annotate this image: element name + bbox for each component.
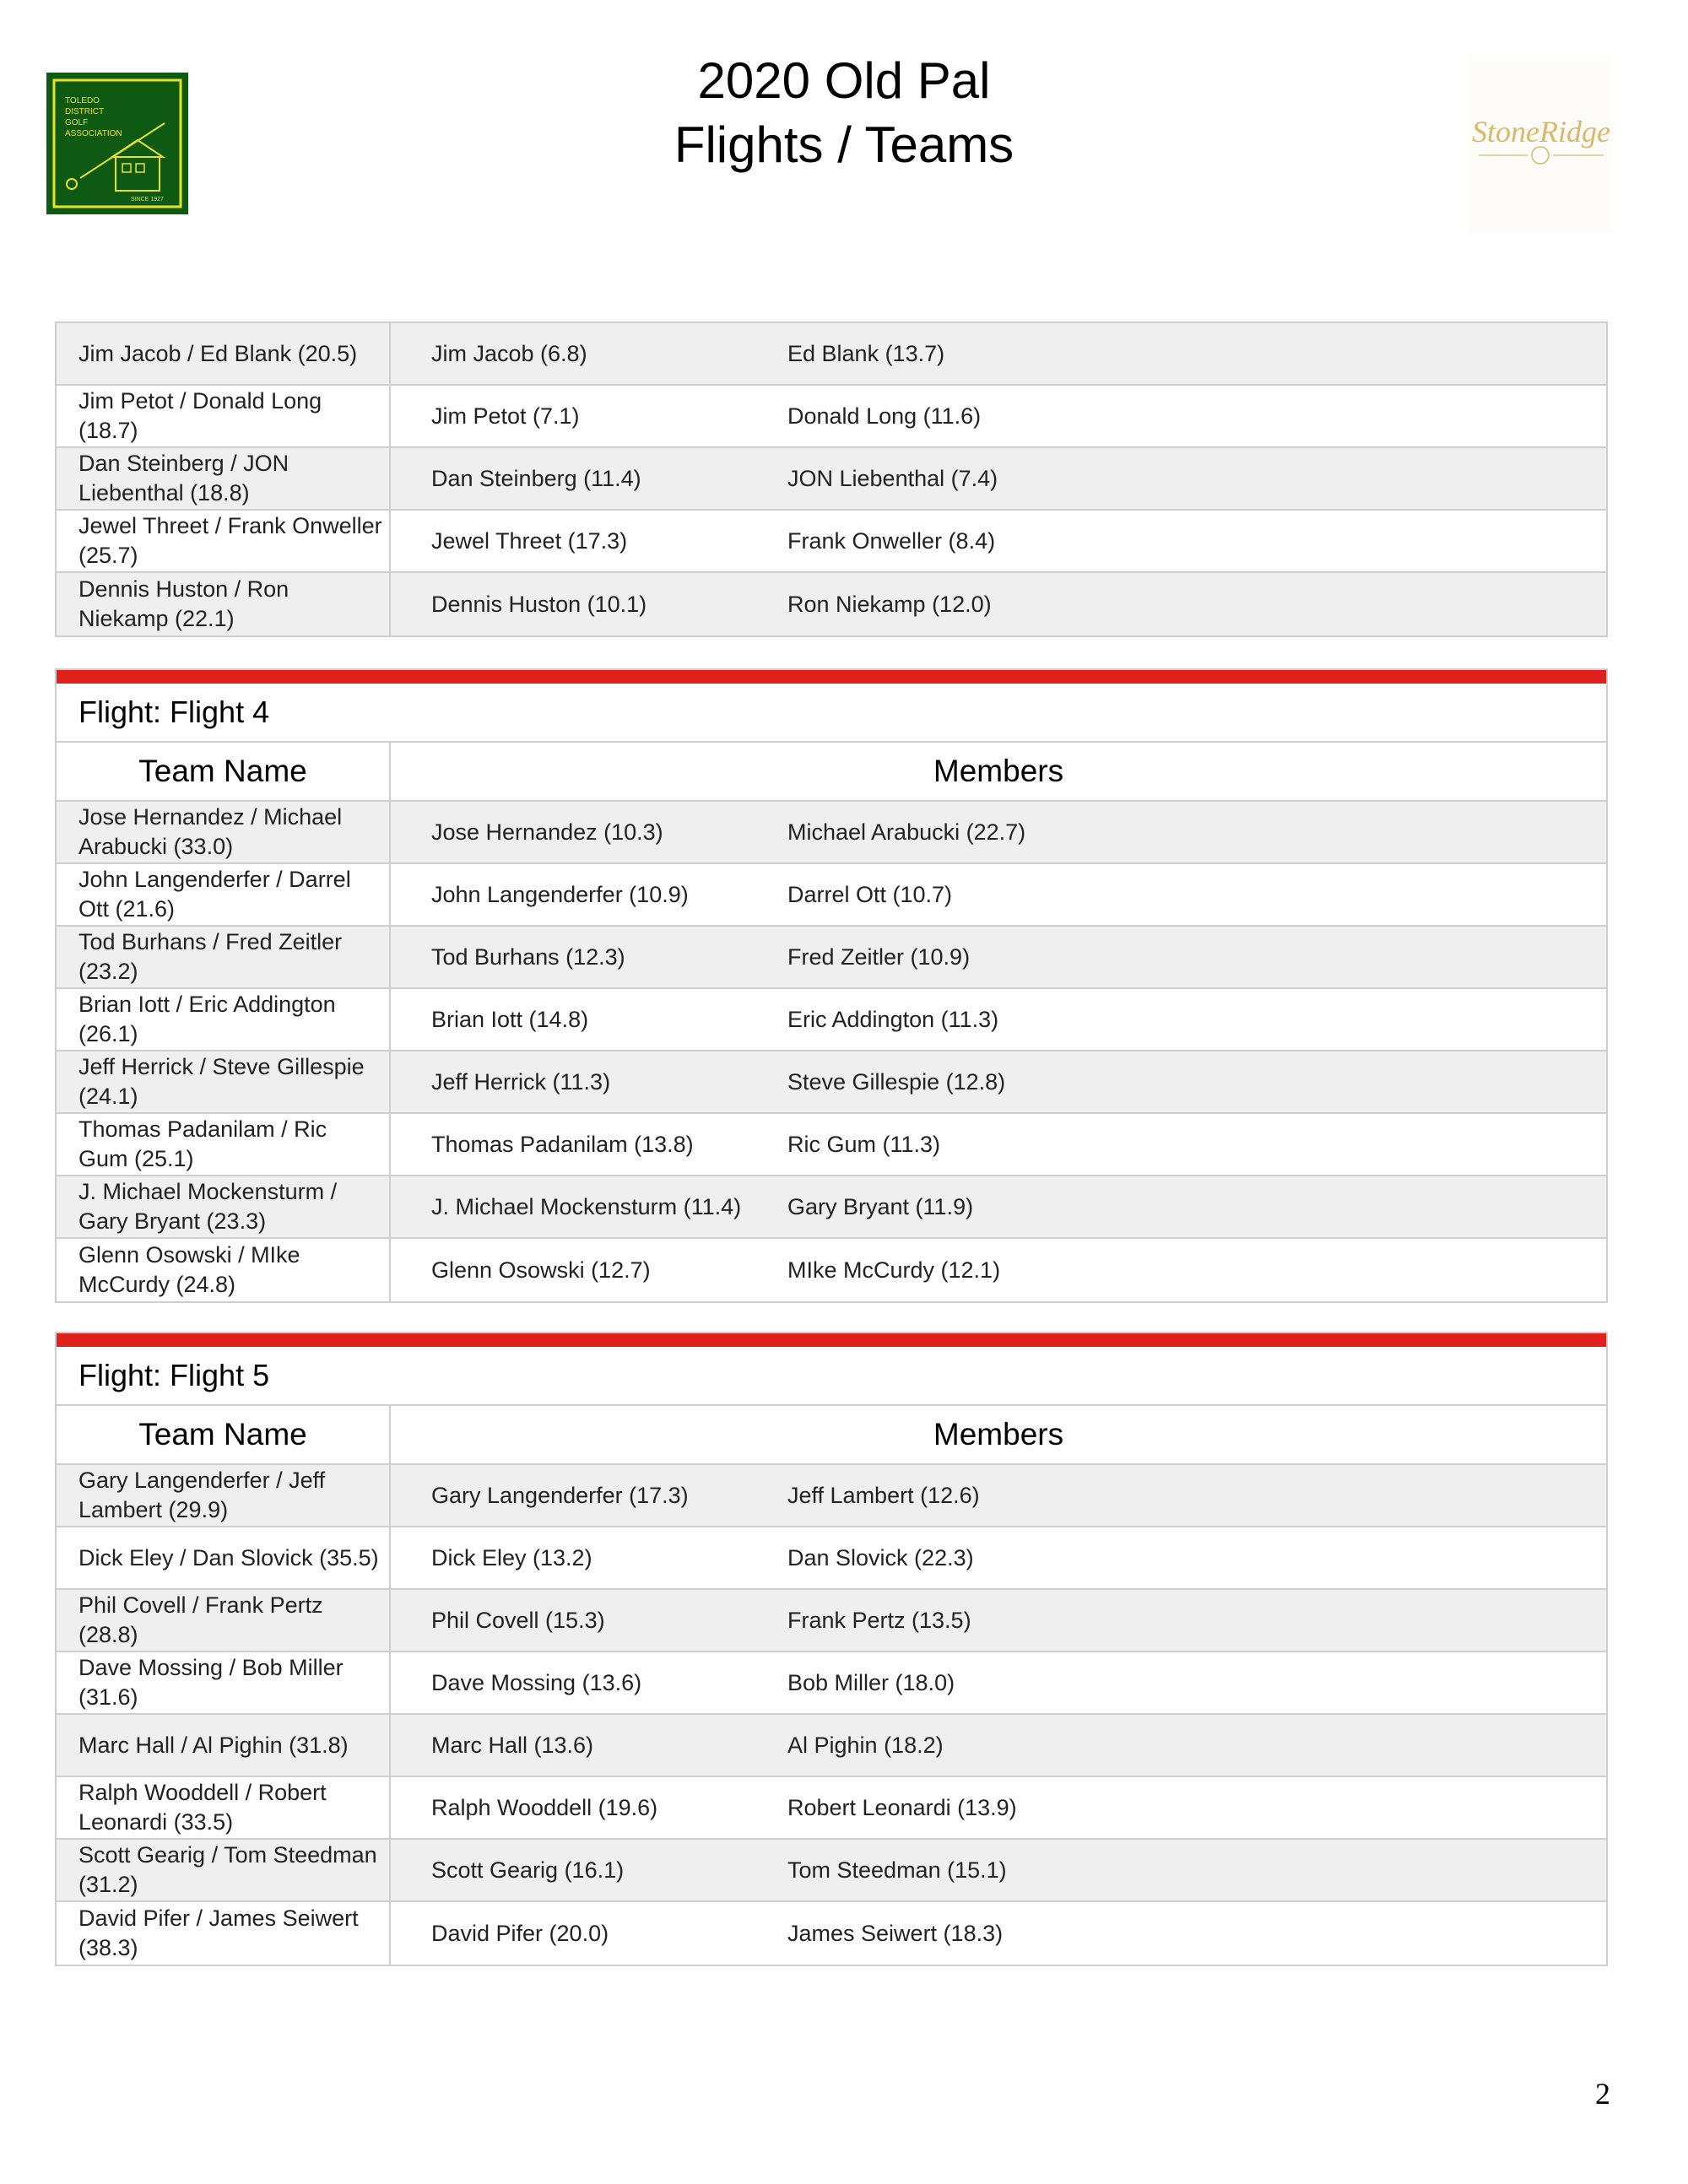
member-2-cell: James Seiwert (18.3) [787,1920,1004,1946]
table-row [57,1176,1606,1239]
member-2-cell: Dan Slovick (22.3) [787,1544,974,1570]
team-name-cell: David Pifer / James Seiwert (38.3) [57,1902,391,1965]
table-row [57,573,1606,635]
team-name-cell: Scott Gearig / Tom Steedman (31.2) [57,1840,391,1900]
team-name-cell: Marc Hall / Al Pighin (31.8) [57,1715,391,1776]
member-1-cell: Tod Burhans (12.3) [431,943,625,970]
flight-4-header [57,743,1606,802]
member-1-cell: Thomas Padanilam (13.8) [431,1131,694,1157]
team-name-cell: Gary Langenderfer / Jeff Lambert (29.9) [57,1465,391,1526]
title-line-2: Flights / Teams [674,116,1014,173]
table-row [57,1590,1606,1652]
team-name-cell: Glenn Osowski / MIke McCurdy (24.8) [57,1239,391,1301]
table-row [57,1465,1606,1527]
team-name-cell: Phil Covell / Frank Pertz (28.8) [57,1590,391,1651]
flight-4-bar [57,670,1606,684]
flight-5-title: Flight: Flight 5 [57,1347,1606,1406]
title-line-1: 2020 Old Pal [697,52,991,109]
member-2-cell: Steve Gillespie (12.8) [787,1068,1006,1095]
member-2-cell: Frank Pertz (13.5) [787,1607,971,1633]
flight-3-table [55,322,1608,637]
member-1-cell: Jewel Threet (17.3) [431,527,628,554]
flight-5-header [57,1406,1606,1465]
member-1-cell: David Pifer (20.0) [431,1920,609,1946]
members-header: Members [933,754,1064,788]
member-2-cell: Darrel Ott (10.7) [787,881,953,907]
logo-text-4: ASSOCIATION [65,129,122,138]
member-2-cell: Eric Addington (11.3) [787,1006,999,1032]
tdga-logo [46,73,188,214]
table-row [57,1652,1606,1715]
table-row [57,1902,1606,1965]
team-name-cell: Dennis Huston / Ron Niekamp (22.1) [57,573,391,635]
team-name-header: Team Name [57,743,391,800]
table-row [57,802,1606,864]
member-1-cell: Jim Petot (7.1) [431,403,580,429]
table-row [57,927,1606,989]
team-name-cell: Jewel Threet / Frank Onweller (25.7) [57,511,391,571]
member-1-cell: Phil Covell (15.3) [431,1607,605,1633]
member-1-cell: Ralph Wooddell (19.6) [431,1794,658,1820]
table-row [57,448,1606,511]
table-row [57,511,1606,573]
table-row [57,1527,1606,1590]
member-1-cell: Dave Mossing (13.6) [431,1669,642,1695]
member-1-cell: Brian Iott (14.8) [431,1006,589,1032]
team-name-cell: Ralph Wooddell / Robert Leonardi (33.5) [57,1777,391,1838]
member-1-cell: Marc Hall (13.6) [431,1732,594,1758]
member-2-cell: Ed Blank (13.7) [787,340,945,366]
team-name-cell: John Langenderfer / Darrel Ott (21.6) [57,864,391,925]
table-row [57,1051,1606,1114]
team-name-cell: Tod Burhans / Fred Zeitler (23.2) [57,927,391,987]
member-1-cell: Gary Langenderfer (17.3) [431,1482,689,1508]
table-row [57,1777,1606,1840]
table-row [57,1715,1606,1777]
member-1-cell: Dennis Huston (10.1) [431,591,647,617]
page-number: 2 [1595,2077,1610,2111]
logo-since: SINCE 1927 [131,197,164,203]
member-1-cell: John Langenderfer (10.9) [431,881,689,907]
member-2-cell: Michael Arabucki (22.7) [787,819,1026,845]
member-2-cell: Al Pighin (18.2) [787,1732,944,1758]
team-name-cell: Jim Petot / Donald Long (18.7) [57,386,391,446]
member-1-cell: J. Michael Mockensturm (11.4) [431,1193,742,1219]
logo-text-3: GOLF [65,118,89,127]
member-1-cell: Dan Steinberg (11.4) [431,465,641,491]
flight-5-bar [57,1333,1606,1347]
members-header: Members [933,1417,1064,1451]
member-2-cell: Fred Zeitler (10.9) [787,943,971,970]
table-row [57,323,1606,386]
team-name-header: Team Name [57,1406,391,1463]
stoneridge-text: StoneRidge [1472,115,1610,149]
member-2-cell: Ric Gum (11.3) [787,1131,941,1157]
logo-text-2: DISTRICT [65,107,105,116]
stoneridge-logo [1469,56,1612,233]
flight-4-title: Flight: Flight 4 [57,684,1606,743]
team-name-cell: Jeff Herrick / Steve Gillespie (24.1) [57,1051,391,1112]
team-name-cell: Jim Jacob / Ed Blank (20.5) [57,323,391,384]
member-1-cell: Jim Jacob (6.8) [431,340,587,366]
flight-4-table [55,668,1608,1303]
team-name-cell: Dick Eley / Dan Slovick (35.5) [57,1527,391,1588]
team-name-cell: Dan Steinberg / JON Liebenthal (18.8) [57,448,391,509]
member-1-cell: Dick Eley (13.2) [431,1544,592,1570]
member-2-cell: Jeff Lambert (12.6) [787,1482,980,1508]
member-2-cell: MIke McCurdy (12.1) [787,1257,1001,1283]
member-1-cell: Scott Gearig (16.1) [431,1857,625,1883]
page-title [0,49,1688,177]
table-row [57,386,1606,448]
team-name-cell: Thomas Padanilam / Ric Gum (25.1) [57,1114,391,1175]
member-2-cell: Gary Bryant (11.9) [787,1193,974,1219]
member-2-cell: Ron Niekamp (12.0) [787,591,992,617]
member-1-cell: Jose Hernandez (10.3) [431,819,663,845]
table-row [57,1840,1606,1902]
table-row [57,864,1606,927]
table-row [57,1239,1606,1301]
table-row [57,1114,1606,1176]
member-2-cell: Frank Onweller (8.4) [787,527,996,554]
team-name-cell: Brian Iott / Eric Addington (26.1) [57,989,391,1050]
logo-text-1: TOLEDO [65,96,100,105]
member-2-cell: Donald Long (11.6) [787,403,982,429]
member-2-cell: Bob Miller (18.0) [787,1669,955,1695]
team-name-cell: J. Michael Mockensturm / Gary Bryant (23.3) [57,1176,391,1237]
flight-5-table [55,1332,1608,1966]
member-2-cell: JON Liebenthal (7.4) [787,465,998,491]
team-name-cell: Jose Hernandez / Michael Arabucki (33.0) [57,802,391,862]
member-1-cell: Glenn Osowski (12.7) [431,1257,651,1283]
member-2-cell: Robert Leonardi (13.9) [787,1794,1017,1820]
member-1-cell: Jeff Herrick (11.3) [431,1068,611,1095]
team-name-cell: Dave Mossing / Bob Miller (31.6) [57,1652,391,1713]
table-row [57,989,1606,1051]
member-2-cell: Tom Steedman (15.1) [787,1857,1007,1883]
